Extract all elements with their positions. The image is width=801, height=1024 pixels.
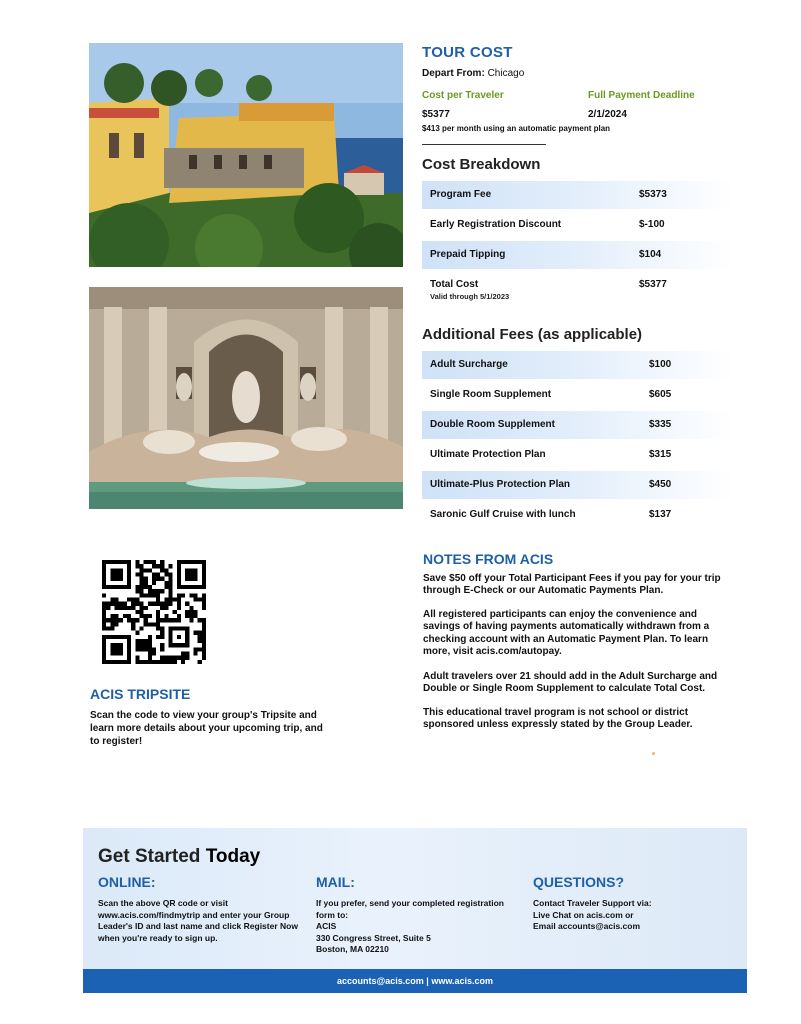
cost-per-traveler-value: $5377 bbox=[422, 109, 450, 120]
fee-row-value: $450 bbox=[649, 479, 672, 490]
valid-through-note: Valid through 5/1/2023 bbox=[430, 292, 510, 301]
note-item: This educational travel program is not school or district sponsored unless expressly stated by the Group Leader. bbox=[423, 707, 693, 731]
cost-row-value: $-100 bbox=[639, 219, 665, 230]
fee-row-label: Double Room Supplement bbox=[430, 419, 555, 430]
trevi-fountain-photo bbox=[89, 287, 403, 509]
cost-row-label: Early Registration Discount bbox=[430, 219, 562, 230]
fee-row-label: Ultimate-Plus Protection Plan bbox=[430, 479, 571, 490]
cost-per-traveler-label: Cost per Traveler bbox=[422, 90, 504, 101]
questions-text: Contact Traveler Support via: Live Chat on acis.com or Email accounts@acis.com bbox=[533, 898, 733, 933]
monthly-payment-note: $413 per month using an automatic payment plan bbox=[422, 124, 611, 133]
notes-title: NOTES FROM ACIS bbox=[423, 551, 554, 567]
tour-cost-title: TOUR COST bbox=[422, 44, 513, 61]
support-email-link[interactable]: Email accounts@acis.com bbox=[533, 921, 641, 931]
fee-row bbox=[422, 501, 735, 529]
questions-heading: QUESTIONS? bbox=[533, 874, 625, 890]
divider bbox=[422, 144, 546, 145]
decorative-dot bbox=[652, 752, 655, 755]
cost-row-label: Prepaid Tipping bbox=[430, 249, 506, 260]
cost-row-value: $5373 bbox=[639, 189, 667, 200]
note-item: Adult travelers over 21 should add in the Adult Surcharge and Double or Single Room Supplement to calculate Total Cost. bbox=[423, 671, 718, 695]
note-item: Save $50 off your Total Participant Fees if you pay for your trip through E-Check or our Automatic Payments Plan. bbox=[423, 573, 721, 597]
cost-row bbox=[422, 181, 735, 209]
fee-row bbox=[422, 411, 735, 439]
depart-from: Depart From: Chicago bbox=[422, 68, 525, 79]
fee-row-value: $605 bbox=[649, 389, 672, 400]
fee-row-label: Single Room Supplement bbox=[430, 389, 552, 400]
fee-row-label: Ultimate Protection Plan bbox=[430, 449, 546, 460]
autopay-link[interactable]: acis.com/autopay. bbox=[475, 646, 562, 658]
fee-row-label: Saronic Gulf Cruise with lunch bbox=[430, 509, 576, 520]
cost-row bbox=[422, 241, 735, 269]
tripsite-text: Scan the code to view your group's Tripsite and learn more details about your upcoming trip, and to register! bbox=[90, 710, 323, 747]
footer-bar bbox=[83, 969, 747, 993]
cost-row-value: $5377 bbox=[639, 279, 667, 290]
get-started-title: Get Started Today bbox=[98, 846, 261, 867]
online-text: Scan the above QR code or visit www.acis.com/findmytrip and enter your Group Leader's ID and last name and click Register Now when you're ready to sign up. bbox=[98, 898, 298, 943]
fee-row-value: $137 bbox=[649, 509, 672, 520]
fee-row bbox=[422, 471, 735, 499]
fee-row-value: $335 bbox=[649, 419, 672, 430]
fee-row-value: $315 bbox=[649, 449, 672, 460]
tripsite-title: ACIS TRIPSITE bbox=[90, 686, 191, 702]
coastal-villa-photo bbox=[89, 43, 403, 267]
findmytrip-link[interactable]: www.acis.com/findmytrip bbox=[98, 909, 201, 920]
cost-row-label: Program Fee bbox=[430, 189, 492, 200]
tripsite-qr-code[interactable] bbox=[102, 560, 206, 664]
cost-row bbox=[422, 211, 735, 239]
fee-row bbox=[422, 441, 735, 469]
fee-row bbox=[422, 351, 735, 379]
fee-row bbox=[422, 381, 735, 409]
cost-row-total bbox=[422, 271, 735, 307]
footer-links[interactable]: accounts@acis.com | www.acis.com bbox=[336, 976, 494, 986]
fee-row-label: Adult Surcharge bbox=[430, 359, 508, 370]
additional-fees-title: Additional Fees (as applicable) bbox=[422, 326, 643, 343]
full-payment-deadline-label: Full Payment Deadline bbox=[588, 90, 695, 101]
mail-text: If you prefer, send your completed registration form to: ACIS 330 Congress Street, Suite 5 Boston, MA 02210 bbox=[316, 898, 504, 954]
note-item: All registered participants can enjoy the convenience and savings of having payments automatically withdrawn from a checking account with an Automatic Payment Plan. To learn more, visit acis.com/autopay. bbox=[423, 609, 710, 658]
cost-breakdown-title: Cost Breakdown bbox=[422, 156, 541, 173]
mail-heading: MAIL: bbox=[316, 874, 355, 890]
fee-row-value: $100 bbox=[649, 359, 672, 370]
online-heading: ONLINE: bbox=[98, 874, 156, 890]
cost-row-value: $104 bbox=[639, 249, 662, 260]
full-payment-deadline-value: 2/1/2024 bbox=[588, 109, 627, 120]
cost-row-label: Total Cost bbox=[430, 279, 479, 290]
